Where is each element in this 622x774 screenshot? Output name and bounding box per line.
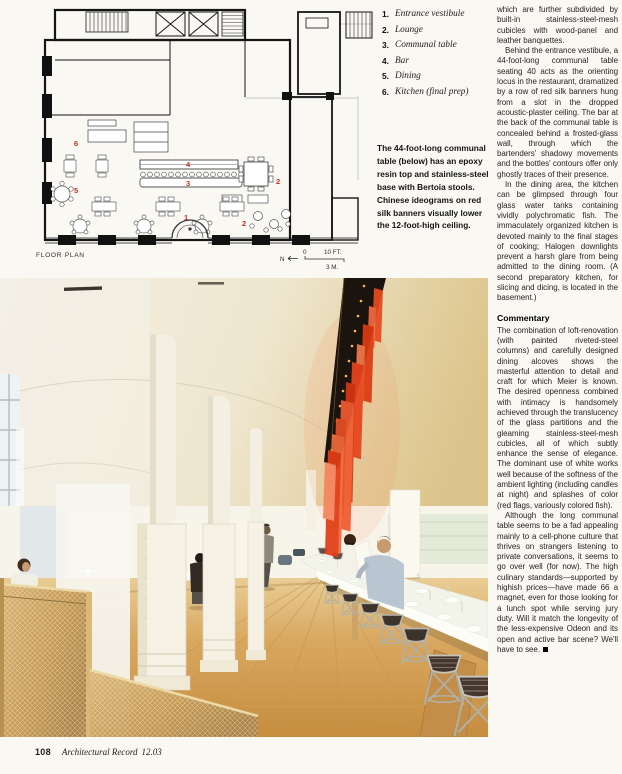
north-arrow-icon: [288, 256, 298, 260]
issue-number: 12.03: [141, 747, 162, 757]
page-number: 108: [35, 747, 51, 757]
plan-marker-4: 4: [186, 160, 191, 169]
legend-number: 5.: [382, 71, 389, 82]
plan-marker-2b: 2: [242, 219, 247, 228]
plan-marker-6: 6: [74, 139, 79, 148]
plan-legend: [382, 7, 494, 101]
plan-stairs: [86, 12, 372, 38]
legend-label: Communal table: [395, 40, 457, 51]
legend-item: [382, 54, 494, 70]
plan-elevators: [156, 12, 218, 36]
floor-plan-drawing: [20, 2, 378, 252]
page-footer: [35, 747, 162, 757]
office-equipment: [293, 549, 305, 556]
article-paragraph: [497, 511, 618, 655]
photo-caption: The 44-foot-long communal table (below) has an epoxy resin top and stainless-steel base with Bertoia stools. Chinese ideograms on red silk banners visually lower the 12-foot-high ceiling.: [377, 143, 489, 231]
legend-label: Dining: [395, 71, 421, 82]
commentary-heading: Commentary: [497, 312, 550, 323]
plan-context-lines: [245, 24, 372, 180]
legend-item: [382, 7, 494, 23]
floor-plan-label: FLOOR PLAN: [36, 252, 85, 259]
legend-number: 3.: [382, 40, 389, 51]
legend-item: [382, 23, 494, 39]
legend-label: Kitchen (final prep): [395, 86, 469, 97]
article-paragraph: which are further subdivided by built-in stainless-steel-mesh cubicles with wood-panel and leather banquettes.: [497, 5, 618, 45]
legend-number: 6.: [382, 86, 389, 97]
plan-marker-5: 5: [74, 186, 79, 195]
legend-label: Lounge: [395, 24, 423, 35]
journal-title: Architectural Record: [61, 747, 138, 757]
scale-feet-label: 10 FT.: [324, 249, 342, 256]
legend-number: 1.: [382, 9, 389, 19]
floor-plan: [20, 2, 378, 252]
plan-kitchen: [88, 120, 168, 152]
article-column: [497, 5, 618, 655]
legend-label: Bar: [395, 55, 409, 66]
legend-item: [382, 85, 494, 101]
legend-item: [382, 38, 494, 54]
article-paragraph: Behind the entrance vestibule, a 44-foot-long communal table seating 40 acts as the orienting locus in the restaurant, dramatized by a row of red silk banners hung from a slot in the dropped acoustic-plaster ceiling. The bar at the back of the communal table is concealed behind a frosted-glass wall, through which the bartenders' shadowy movements and the bottles' contours offer only ghostly traces of their presence.: [497, 46, 618, 179]
north-label: N: [280, 256, 285, 263]
office-chair: [278, 555, 292, 565]
downlight-slot: [198, 282, 224, 285]
plan-marker-3: 3: [186, 179, 191, 188]
legend-number: 2.: [382, 24, 389, 35]
legend-label: Entrance vestibule: [395, 9, 465, 19]
plan-scale-bar: [268, 246, 364, 272]
article-paragraph: The combination of loft-renovation (with painted riveted-steel columns) and carefully designed dining alcoves shows the masterful attention to detail and craft for which Meier is known. The desired openness combined with intimacy is handsomely achieved through the translucency of the glass partitions and the gleaming stainless-steel-mesh cubicles, all of which subtly enhance the sense of elegance. The dominant use of white works well because of the softness of the ambient lighting (including candles at night) and splashes of color (red flags, variously colored fish).: [497, 325, 618, 510]
legend-item: [382, 69, 494, 85]
scale-zero-label: 0: [303, 249, 307, 256]
scale-bar-line: [305, 256, 344, 262]
end-mark-icon: [543, 647, 548, 652]
article-paragraph: In the dining area, the kitchen can be glimpsed through four glass water tanks containing vividly polychromatic fish. The immaculately organized kitchen is devoted mainly to the final stages of cooking; Halogen downlights prevent a harsh glare from being admitted to the dining room. (A second preparatory kitchen, for slicing and dicing, is located in the basement.): [497, 180, 618, 303]
restaurant-photo: [0, 278, 488, 737]
plan-communal-table: [140, 172, 243, 187]
scale-meters-label: 3 M.: [326, 264, 339, 271]
plan-marker-2a: 2: [276, 177, 281, 186]
legend-number: 4.: [382, 55, 389, 66]
article-paragraph-text: Although the long communal table seems to be a fad appealing mainly to a cell-phone culture that thrives on strangers listening to private conversations, it seems to go over well (for now). The high culinary standards—supported by highish prices—have made 66 a magnet, even for those looking for a lunch spot while serving jury duty. Will it match the longevity of the less-expensive Odeon and its open and active bar scene? We'll have to see.: [497, 510, 618, 654]
plan-marker-1: 1: [184, 213, 189, 222]
